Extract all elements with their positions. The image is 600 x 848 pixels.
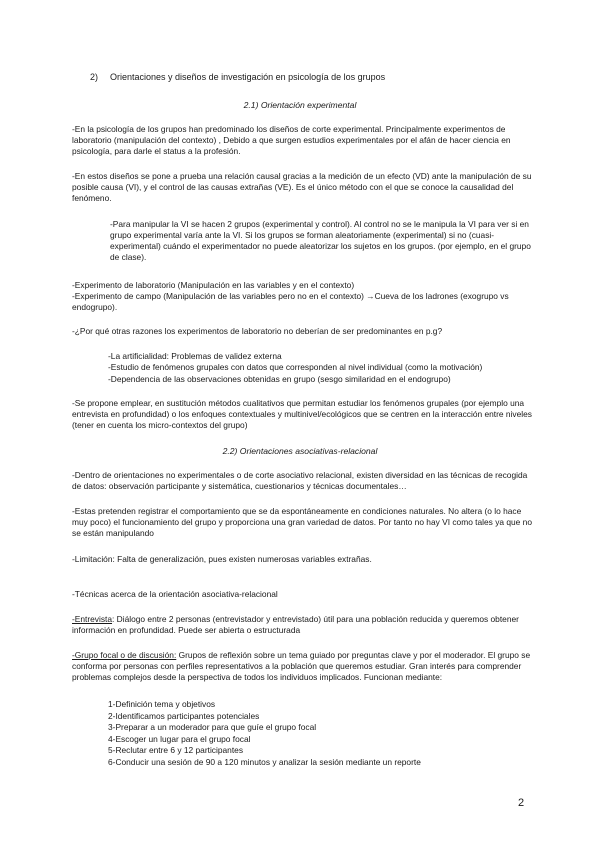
list-item: -La artificialidad: Problemas de validez externa: [108, 351, 282, 361]
list-item: 1-Definición tema y objetivos: [108, 699, 216, 709]
list-item: 3-Preparar a un moderador para que guíe el grupo focal: [108, 722, 317, 733]
list-item: -Dependencia de las observaciones obtenidas en grupo (sesgo similaridad en el endogrupo): [108, 373, 451, 384]
paragraph-interview: [72, 614, 534, 636]
page-heading: [90, 72, 385, 83]
interview-label: -Entrevista: [72, 614, 113, 624]
focus-group-label: -Grupo focal o de discusión:: [72, 650, 177, 660]
paragraph-experimental-intro: -En la psicología de los grupos han predominado los diseños de corte experimental. Principalmente experimentos de laboratorio (manipulación del contexto) , Debido a que surgen estudios experimentales por el afán de hacer ciencia en psicología, para darle el status a la profesión.: [72, 124, 511, 156]
focus-group-steps: [108, 699, 538, 769]
focus-group-text: Grupos de reflexión sobre un tema guiado por preguntas clave y por el moderador. El grupo se conforma por personas con perfiles representativos a la población que queremos estudiar. Gran interés para comprender problemas complejos desde la perspectiva de todos los individuos implicados. Funcionan mediante:: [72, 650, 531, 682]
reasons-list: [108, 351, 538, 385]
heading-number: 2): [90, 72, 99, 82]
list-item: 2-Identificamos participantes potenciales: [108, 710, 260, 721]
list-item: 5-Reclutar entre 6 y 12 participantes: [108, 745, 244, 756]
page-number: 2: [518, 797, 525, 809]
list-item: 4-Escoger un lugar para el grupo focal: [108, 733, 251, 744]
paragraph-associative-intro: -Dentro de orientaciones no experimentales o de corte asociativo relacional, existen diversidad en las técnicas de recogida de datos: observación participante y sistemática, cuestionarios y técnicas documentales…: [72, 470, 528, 491]
section-title-associative: 2.2) Orientaciones asociativas-relacional: [222, 446, 378, 456]
paragraph-limitation: -Limitación: Falta de generalización, pues existen numerosas variables extrañas.: [72, 554, 372, 564]
paragraph-question: -¿Por qué otras razones los experimentos de laboratorio no deberían de ser predominantes en p.g?: [72, 326, 443, 336]
paragraph-focus-group: [72, 650, 534, 683]
paragraph-causal-relation: -En estos diseños se pone a prueba una relación causal gracias a la medición de un efecto (VD) ante la manipulación de su posible causa (VI), y el control de las causas extrañas (VE). Es el único método con el que se conoce la causalidad del fenómeno.: [72, 171, 532, 203]
heading-title: Orientaciones y diseños de investigación en psicología de los grupos: [110, 72, 386, 82]
paragraph-alternatives: -Se propone emplear, en sustitución métodos cualitativos que permitan estudiar los fenómenos grupales (por ejemplo una entrevista en profundidad) o los enfoques contextuales y multinivel/ecológicos que se centren en la interacción entre niveles (tener en cuenta los micro-contextos del grupo): [72, 398, 532, 430]
paragraph-natural-behaviour: -Estas pretenden registrar el comportamiento que se da espontáneamente en condiciones naturales. No altera (o lo hace muy poco) el funcionamiento del grupo y proporciona una gran variedad de datos. Por tanto no hay VI como tales ya que no se están manipulando: [72, 506, 532, 538]
paragraph-techniques: -Técnicas acerca de la orientación asociativa-relacional: [72, 589, 278, 599]
paragraph-groups: -Para manipular la VI se hacen 2 grupos (experimental y control). Al control no se le manipula la VI para ver si en grupo experimental varía ante la VI. Si los grupos se forman aleatoriamente (experimental) si no (cuasi-experimental) cuándo el experimentador no puede aleatorizar los sujetos en los grupos. (por ejemplo, en el grupo de clase).: [110, 219, 531, 262]
interview-text: : Diálogo entre 2 personas (entrevistador y entrevistado) útil para una población reducida y queremos obtener información en profundidad. Puede ser abierta o estructurada: [72, 614, 519, 635]
list-item: -Estudio de fenómenos grupales con datos que corresponden al nivel individual (como la motivación): [108, 362, 483, 373]
section-title-experimental: 2.1) Orientación experimental: [243, 100, 357, 110]
paragraph-field: -Experimento de campo (Manipulación de las variables pero no en el contexto) →Cueva de los ladrones (exogrupo vs endogrupo).: [72, 291, 509, 312]
paragraph-laboratory: -Experimento de laboratorio (Manipulación en las variables y en el contexto): [72, 280, 355, 290]
list-item: 6-Conducir una sesión de 90 a 120 minutos y analizar la sesión mediante un reporte: [108, 756, 421, 767]
